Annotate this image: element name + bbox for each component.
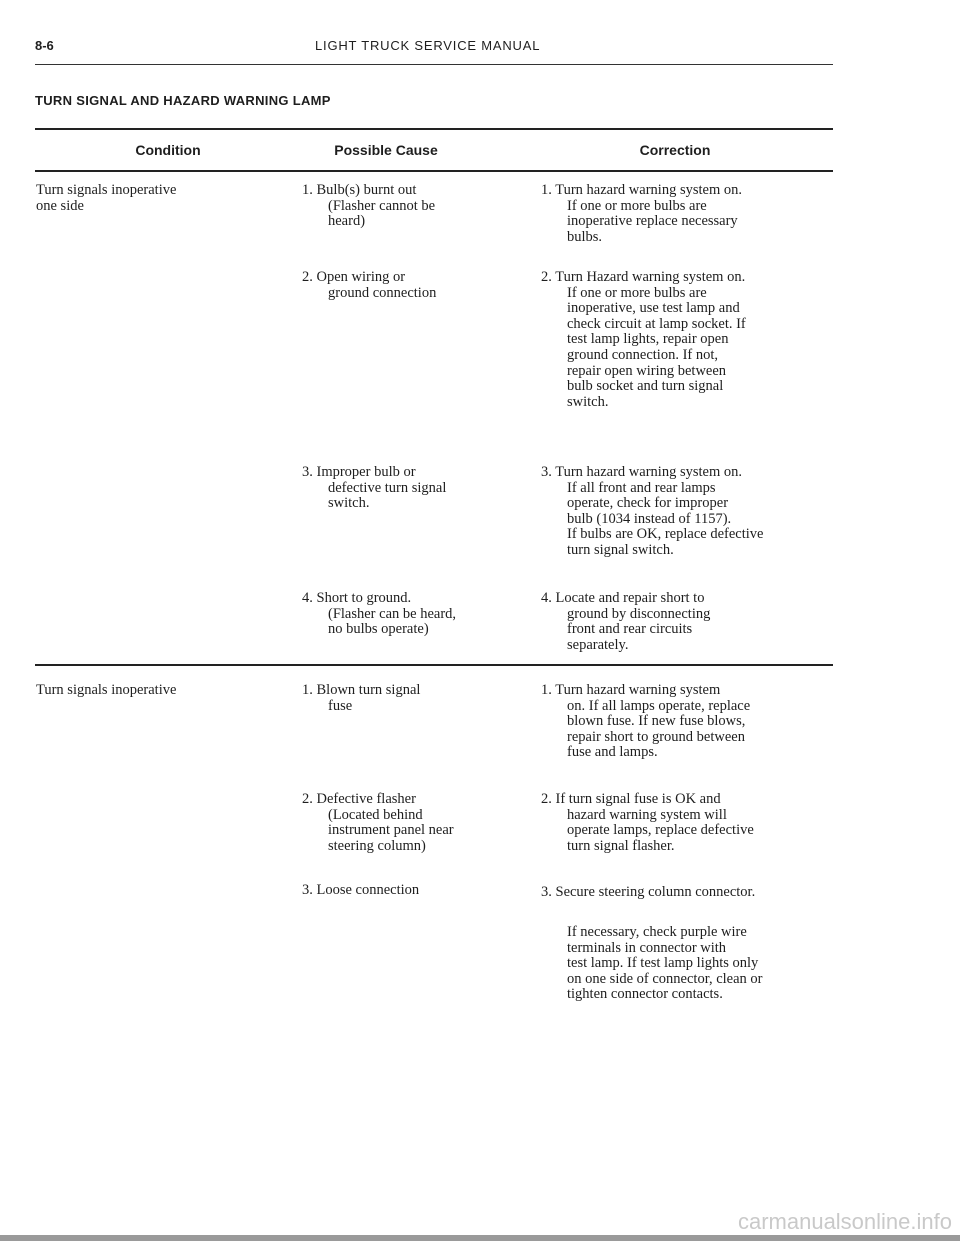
cause-line: defective turn signal — [328, 479, 447, 496]
correction-line: If bulbs are OK, replace defective — [567, 526, 764, 543]
correction-cell — [541, 591, 710, 653]
section-title: TURN SIGNAL AND HAZARD WARNING LAMP — [35, 93, 331, 108]
condition-line: one side — [36, 197, 84, 214]
table-header-rule — [35, 170, 833, 172]
cause-line: instrument panel near — [328, 822, 454, 839]
manual-title: LIGHT TRUCK SERVICE MANUAL — [315, 38, 541, 53]
correction-line: separately. — [567, 636, 629, 653]
correction-cell — [541, 792, 754, 854]
watermark: carmanualsonline.info — [737, 1209, 952, 1234]
correction-line: 3. Turn hazard warning system on. — [541, 464, 742, 480]
cause-cell — [302, 792, 454, 854]
correction-note-line: tighten connector contacts. — [567, 986, 723, 1003]
correction-line: repair short to ground between — [567, 728, 745, 745]
correction-cell — [541, 183, 742, 245]
correction-cell — [541, 270, 746, 410]
correction-line: hazard warning system will — [567, 806, 727, 823]
cause-line: steering column) — [328, 837, 426, 854]
cause-line: fuse — [328, 697, 353, 714]
page-number: 8-6 — [35, 38, 54, 53]
table-top-rule — [35, 128, 833, 130]
correction-line: repair open wiring between — [567, 362, 727, 379]
correction-line: ground connection. If not, — [567, 346, 719, 363]
cause-line: 4. Short to ground. — [302, 590, 412, 606]
group-divider-rule — [35, 664, 833, 666]
condition-line: Turn signals inoperative — [36, 682, 177, 698]
column-header-correction: Correction — [639, 142, 711, 158]
correction-line: bulb socket and turn signal — [567, 378, 724, 395]
cause-line: heard) — [328, 213, 366, 230]
cause-line: 3. Loose connection — [302, 882, 420, 898]
column-header-possible-cause: Possible Cause — [334, 142, 438, 158]
cause-line: (Located behind — [328, 806, 423, 823]
correction-line: 3. Secure steering column connector. — [541, 884, 756, 900]
correction-line: check circuit at lamp socket. If — [567, 315, 746, 332]
correction-line: 2. Turn Hazard warning system on. — [541, 269, 746, 285]
cause-cell — [302, 591, 456, 638]
cause-cell — [302, 683, 420, 714]
cause-line: 3. Improper bulb or — [302, 464, 416, 480]
cause-cell — [302, 183, 435, 230]
correction-line: turn signal flasher. — [567, 837, 675, 854]
correction-line: bulbs. — [567, 228, 603, 245]
correction-line: front and rear circuits — [567, 621, 693, 638]
cause-line: (Flasher cannot be — [328, 197, 436, 214]
cause-line: (Flasher can be heard, — [328, 605, 457, 622]
cause-line: ground connection — [328, 284, 437, 301]
correction-line: test lamp lights, repair open — [567, 331, 729, 348]
condition-line: Turn signals inoperative — [36, 182, 177, 198]
condition-cell — [36, 183, 176, 214]
cause-line: 1. Bulb(s) burnt out — [302, 182, 417, 198]
correction-line: inoperative replace necessary — [567, 213, 738, 230]
correction-line: turn signal switch. — [567, 541, 674, 558]
cause-line: 2. Open wiring or — [302, 269, 406, 285]
column-header-condition: Condition — [135, 142, 201, 158]
correction-line: blown fuse. If new fuse blows, — [567, 713, 746, 730]
cause-line: 1. Blown turn signal — [302, 682, 421, 698]
cause-line: no bulbs operate) — [328, 621, 429, 638]
correction-line: 2. If turn signal fuse is OK and — [541, 791, 721, 807]
correction-line: 1. Turn hazard warning system — [541, 682, 721, 698]
page-bottom-edge — [0, 1235, 960, 1241]
correction-line: bulb (1034 instead of 1157). — [567, 510, 732, 527]
cause-line: 2. Defective flasher — [302, 791, 416, 807]
correction-cell — [541, 885, 755, 901]
cause-line: switch. — [328, 495, 370, 512]
correction-note-line: test lamp. If test lamp lights only — [567, 955, 759, 972]
cause-cell — [302, 465, 446, 512]
header-rule — [35, 64, 833, 65]
correction-line: If all front and rear lamps — [567, 479, 716, 496]
correction-note — [567, 925, 763, 1003]
correction-line: 1. Turn hazard warning system on. — [541, 182, 742, 198]
correction-note-line: If necessary, check purple wire — [567, 924, 747, 940]
correction-cell — [541, 683, 750, 761]
correction-line: If one or more bulbs are — [567, 284, 707, 301]
correction-line: inoperative, use test lamp and — [567, 300, 740, 317]
correction-line: operate, check for improper — [567, 495, 729, 512]
correction-line: fuse and lamps. — [567, 744, 658, 761]
cause-cell — [302, 883, 419, 899]
correction-line: If one or more bulbs are — [567, 197, 707, 214]
condition-cell — [36, 683, 176, 699]
correction-line: switch. — [567, 393, 609, 410]
correction-line: ground by disconnecting — [567, 605, 711, 622]
correction-cell — [541, 465, 763, 559]
cause-cell — [302, 270, 436, 301]
correction-line: operate lamps, replace defective — [567, 822, 754, 839]
correction-note-line: on one side of connector, clean or — [567, 970, 763, 987]
correction-line: on. If all lamps operate, replace — [567, 697, 751, 714]
correction-note-line: terminals in connector with — [567, 939, 727, 956]
correction-line: 4. Locate and repair short to — [541, 590, 705, 606]
